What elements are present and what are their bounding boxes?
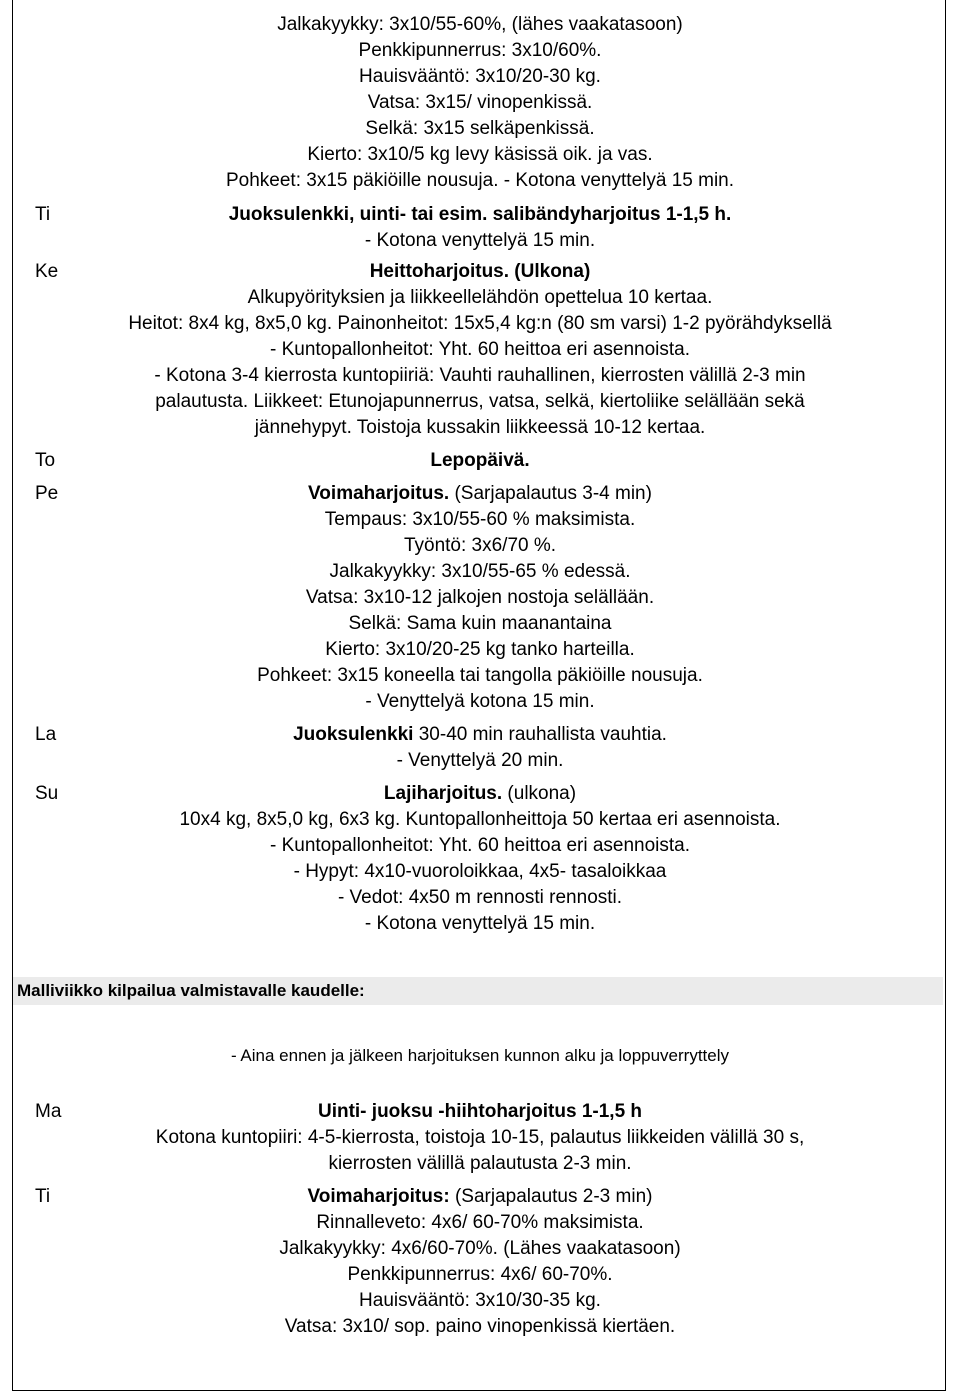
text-line: Kierto: 3x10/5 kg levy käsissä oik. ja vas. — [307, 144, 653, 165]
ke-title: Heittoharjoitus. — [369, 261, 510, 282]
text-line: Kotona kuntopiiri: 4-5-kierrosta, toistoja 10-15, palautus liikkeiden välillä 30 s, — [155, 1127, 805, 1148]
text-line: - Hypyt: 4x10-vuoroloikkaa, 4x5- tasaloikkaa — [293, 861, 667, 882]
text-line: Vatsa: 3x10/ sop. paino vinopenkissä kiertäen. — [284, 1316, 676, 1337]
text-line: - Kuntopallonheitot: Yht. 60 heittoa eri asennoista. — [269, 339, 691, 360]
text-line: Heitot: 8x4 kg, 8x5,0 kg. Painonheitot: 15x5,4 kg:n (80 sm varsi) 1-2 pyörähdyksellä — [128, 313, 832, 334]
text-line: Jalkakyykky: 3x10/55-60%, (lähes vaakatasoon) — [277, 14, 683, 35]
text-line: - Venyttelyä 20 min. — [396, 750, 564, 771]
pe-title-rest: (Sarjapalautus 3-4 min) — [449, 483, 652, 504]
day-label-ke: Ke — [35, 261, 59, 282]
ke-title-rest: (Ulkona) — [509, 261, 591, 282]
text-line: Pohkeet: 3x15 koneella tai tangolla päkiöille nousuja. — [257, 665, 703, 686]
ke-title-line — [0, 259, 960, 285]
day-label-su: Su — [35, 783, 59, 804]
la-title-rest: 30-40 min rauhallista vauhtia. — [413, 724, 667, 745]
section-heading-bar — [13, 977, 943, 1005]
text-line: Alkupyörityksien ja liikkeellelähdön opettelua 10 kertaa. — [247, 287, 713, 308]
ma-title: Uinti- juoksu -hiihtoharjoitus 1-1,5 h — [317, 1101, 643, 1122]
day-label-ti-2: Ti — [35, 1186, 51, 1207]
text-line: Vatsa: 3x15/ vinopenkissä. — [367, 92, 593, 113]
text-line: Hauisvääntö: 3x10/20-30 kg. — [359, 66, 601, 87]
su-title: Lajiharjoitus. — [383, 783, 503, 804]
ti-title: Juoksulenkki, uinti- tai esim. salibändyharjoitus 1-1,5 h. — [228, 204, 732, 225]
section-heading: Malliviikko kilpailua valmistavalle kaudelle: — [17, 981, 365, 1000]
ti2-title-line — [0, 1184, 960, 1210]
text-line: - Kotona venyttelyä 15 min. — [364, 913, 596, 934]
day-label-pe: Pe — [35, 483, 59, 504]
text-line: - Vedot: 4x50 m rennosti rennosti. — [337, 887, 623, 908]
day-label-to: To — [35, 450, 56, 471]
text-line: Työntö: 3x6/70 %. — [403, 535, 557, 556]
to-title: Lepopäivä. — [430, 450, 530, 471]
day-label-ti: Ti — [35, 204, 51, 225]
text-line: palautusta. Liikkeet: Etunojapunnerrus, vatsa, selkä, kiertoliike selällään sekä — [155, 391, 805, 412]
ti2-title: Voimaharjoitus: — [307, 1186, 450, 1207]
text-line: Jalkakyykky: 4x6/60-70%. (Lähes vaakatasoon) — [279, 1238, 681, 1259]
text-line: - Kotona 3-4 kierrosta kuntopiiriä: Vauhti rauhallinen, kierrosten välillä 2-3 min — [154, 365, 806, 386]
la-title: Juoksulenkki — [293, 724, 414, 745]
text-line: Pohkeet: 3x15 päkiöille nousuja. - Kotona venyttelyä 15 min. — [225, 170, 735, 191]
text-line: Selkä: 3x15 selkäpenkissä. — [365, 118, 595, 139]
ti2-title-rest: (Sarjapalautus 2-3 min) — [449, 1186, 653, 1207]
su-title-rest: (ulkona) — [502, 783, 577, 804]
text-line: Jalkakyykky: 3x10/55-65 % edessä. — [329, 561, 631, 582]
text-line: Penkkipunnerrus: 3x10/60%. — [358, 40, 602, 61]
day-label-ma: Ma — [35, 1101, 62, 1122]
text-line: Vatsa: 3x10-12 jalkojen nostoja selällään. — [305, 587, 655, 608]
text-line: - Kuntopallonheitot: Yht. 60 heittoa eri asennoista. — [269, 835, 691, 856]
text-line: jännehypyt. Toistoja kussakin liikkeessä 10-12 kertaa. — [254, 417, 706, 438]
text-line: Rinnalleveto: 4x6/ 60-70% maksimista. — [316, 1212, 644, 1233]
day-label-la: La — [35, 724, 57, 745]
text-line: Tempaus: 3x10/55-60 % maksimista. — [324, 509, 636, 530]
note-line: - Aina ennen ja jälkeen harjoituksen kunnon alku ja loppuverryttely — [230, 1046, 730, 1065]
text-line: - Venyttelyä kotona 15 min. — [365, 691, 595, 712]
pe-title-line — [0, 481, 960, 507]
text-line: kierrosten välillä palautusta 2-3 min. — [328, 1153, 632, 1174]
su-title-line — [0, 781, 960, 807]
text-line: 10x4 kg, 8x5,0 kg, 6x3 kg. Kuntopallonheittoja 50 kertaa eri asennoista. — [179, 809, 781, 830]
text-line: Kierto: 3x10/20-25 kg tanko harteilla. — [325, 639, 635, 660]
text-line: - Kotona venyttelyä 15 min. — [364, 230, 596, 251]
text-line: Penkkipunnerrus: 4x6/ 60-70%. — [347, 1264, 613, 1285]
text-line: Selkä: Sama kuin maanantaina — [348, 613, 612, 634]
text-line: Hauisvääntö: 3x10/30-35 kg. — [359, 1290, 601, 1311]
pe-title: Voimaharjoitus. — [308, 483, 450, 504]
la-title-line — [0, 722, 960, 748]
